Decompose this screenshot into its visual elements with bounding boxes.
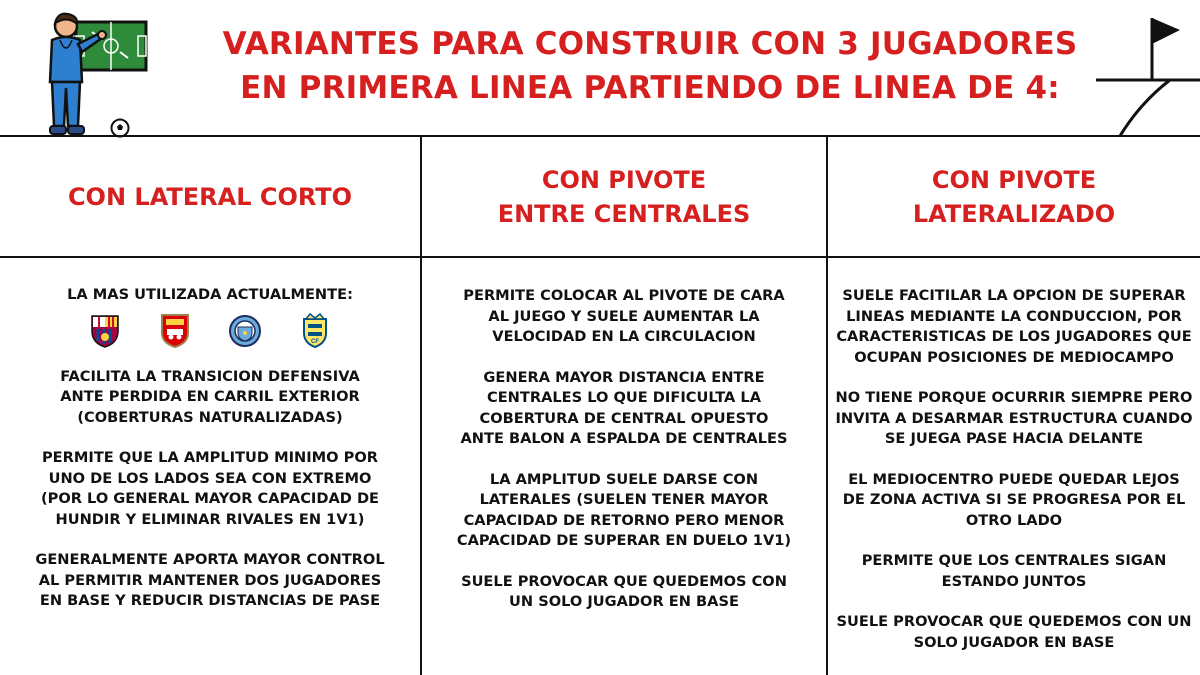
heading-line: CON PIVOTE xyxy=(931,166,1097,194)
heading-line: CON LATERAL CORTO xyxy=(67,183,353,211)
club-crests xyxy=(0,313,420,349)
title-line-2: EN PRIMERA LINEA PARTIENDO DE LINEA DE 4: xyxy=(240,70,1060,106)
point-line: INVITA A DESARMAR ESTRUCTURA CUANDO xyxy=(835,409,1193,427)
point-line: CAPACIDAD DE SUPERAR EN DUELO 1V1) xyxy=(456,532,792,549)
point-line: VELOCIDAD EN LA CIRCULACION xyxy=(492,328,756,345)
column-heading-divider xyxy=(0,256,1200,258)
manchester-city-crest xyxy=(228,313,262,349)
point xyxy=(828,286,1200,368)
point-line: SOLO JUGADOR EN BASE xyxy=(913,633,1115,651)
point-line: AL PERMITIR MANTENER DOS JUGADORES xyxy=(38,571,382,589)
point-line: ANTE BALON A ESPALDA DE CENTRALES xyxy=(460,430,788,447)
point-line: (COBERTURAS NATURALIZADAS) xyxy=(77,408,343,426)
column-heading-pivote-entre-centrales xyxy=(422,138,826,256)
point-line: OTRO LADO xyxy=(965,511,1063,529)
point-line: CENTRALES LO QUE DIFICULTA LA xyxy=(487,389,761,406)
point xyxy=(828,612,1200,653)
point-line: NO TIENE PORQUE OCURRIR SIEMPRE PERO xyxy=(835,389,1193,406)
point-line: SUELE FACITILAR LA OPCION DE SUPERAR xyxy=(842,287,1186,304)
column-heading-lateral-corto xyxy=(0,138,420,256)
point-line: COBERTURA DE CENTRAL OPUESTO xyxy=(479,409,769,427)
point-line: CAPACIDAD DE RETORNO PERO MENOR xyxy=(463,511,785,529)
point-line: UNO DE LOS LADOS SEA CON EXTREMO xyxy=(48,469,372,487)
header-divider xyxy=(0,135,1200,137)
arsenal-crest xyxy=(158,313,192,349)
point-line: SE JUEGA PASE HACIA DELANTE xyxy=(884,430,1144,447)
point xyxy=(422,286,826,348)
point-line: OCUPAN POSICIONES DE MEDIOCAMPO xyxy=(854,348,1174,366)
point-line: ESTANDO JUNTOS xyxy=(941,572,1087,590)
point xyxy=(828,388,1200,450)
heading-line: ENTRE CENTRALES xyxy=(497,200,751,228)
point xyxy=(422,368,826,450)
point xyxy=(422,572,826,613)
point-line: (POR LO GENERAL MAYOR CAPACIDAD DE xyxy=(40,490,380,507)
point xyxy=(828,470,1200,532)
point-line: SUELE PROVOCAR QUE QUEDEMOS CON xyxy=(461,572,787,590)
point-line: UN SOLO JUGADOR EN BASE xyxy=(509,593,739,610)
column-body-pivote-entre-centrales xyxy=(422,286,826,633)
point-line: PERMITE QUE LA AMPLITUD MINIMO POR xyxy=(41,449,379,466)
point xyxy=(422,470,826,552)
point-line: EL MEDIOCENTRO PUEDE QUEDAR LEJOS xyxy=(848,470,1180,488)
svg-text:CF: CF xyxy=(311,338,319,345)
point-line: GENERA MAYOR DISTANCIA ENTRE xyxy=(483,368,765,386)
point-line: EN BASE Y REDUCIR DISTANCIAS DE PASE xyxy=(39,592,381,609)
villarreal-crest xyxy=(298,313,332,349)
point xyxy=(0,550,420,612)
point-line: PERMITE COLOCAR AL PIVOTE DE CARA xyxy=(463,287,785,304)
point-line: AL JUEGO Y SUELE AUMENTAR LA xyxy=(488,307,760,325)
heading-line: LATERALIZADO xyxy=(912,200,1116,228)
point-line: ANTE PERDIDA EN CARRIL EXTERIOR xyxy=(60,388,360,405)
page-title xyxy=(150,22,1150,110)
intro-text: LA MAS UTILIZADA ACTUALMENTE: xyxy=(67,286,353,303)
point-line: LA AMPLITUD SUELE DARSE CON xyxy=(489,470,759,488)
point-line: LINEAS MEDIANTE LA CONDUCCION, POR xyxy=(846,307,1182,325)
point-line: DE ZONA ACTIVA SI SE PROGRESA POR EL xyxy=(842,491,1186,508)
coach-at-tactics-board-icon xyxy=(40,8,152,140)
point xyxy=(0,448,420,530)
point-line: SUELE PROVOCAR QUE QUEDEMOS CON UN xyxy=(836,613,1192,630)
title-line-1: VARIANTES PARA CONSTRUIR CON 3 JUGADORES xyxy=(222,26,1078,62)
corner-flag-icon xyxy=(1090,8,1200,138)
point xyxy=(0,367,420,429)
barcelona-crest xyxy=(88,313,122,349)
point-line: PERMITE QUE LOS CENTRALES SIGAN xyxy=(861,552,1167,569)
column-heading-pivote-lateralizado xyxy=(828,138,1200,256)
point-line: HUNDIR Y ELIMINAR RIVALES EN 1V1) xyxy=(55,510,365,528)
point-line: LATERALES (SUELEN TENER MAYOR xyxy=(479,491,769,508)
column-body-lateral-corto xyxy=(0,286,420,632)
point xyxy=(828,551,1200,592)
point-line: FACILITA LA TRANSICION DEFENSIVA xyxy=(60,367,360,385)
column-body-pivote-lateralizado xyxy=(828,286,1200,673)
point-line: GENERALMENTE APORTA MAYOR CONTROL xyxy=(35,551,385,568)
heading-line: CON PIVOTE xyxy=(541,166,707,194)
point-line: CARACTERISTICAS DE LOS JUGADORES QUE xyxy=(836,328,1192,345)
